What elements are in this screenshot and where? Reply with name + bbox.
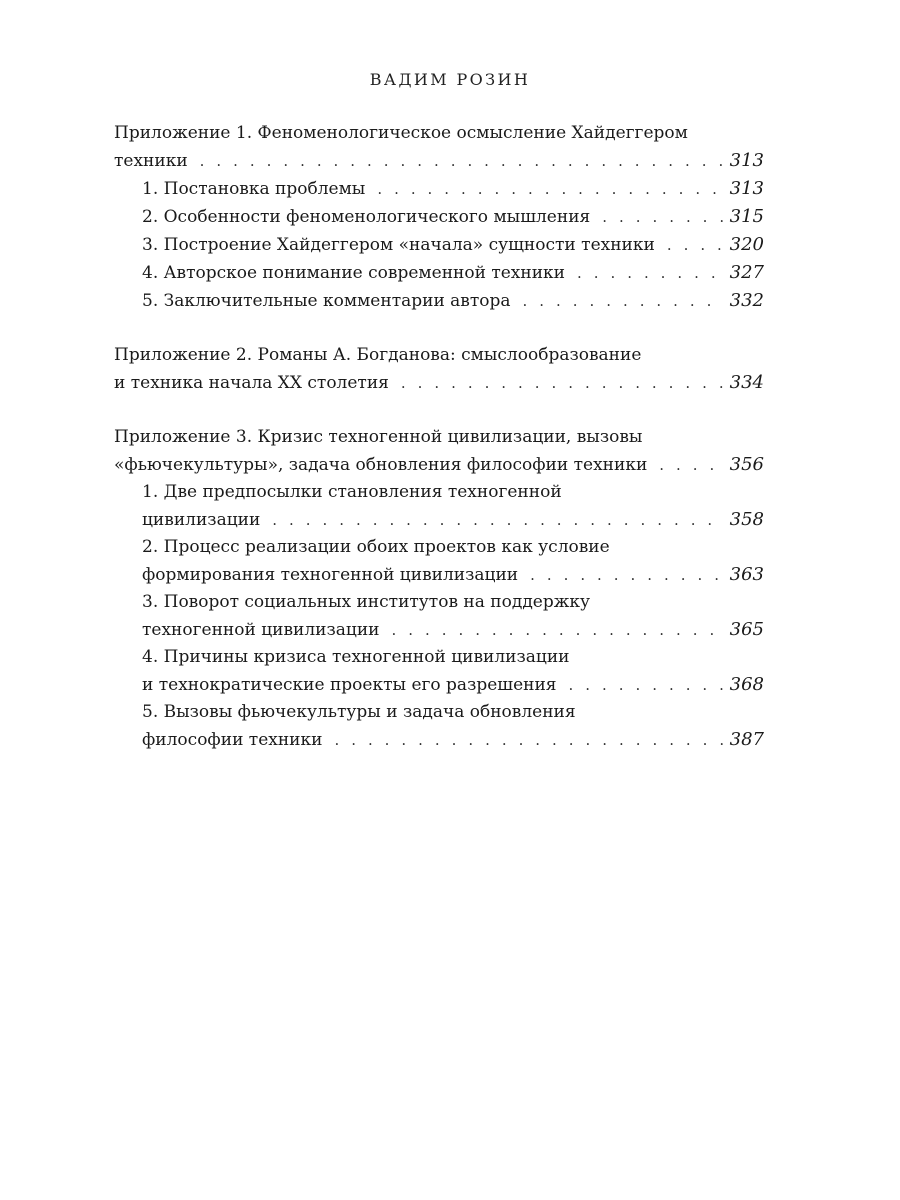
dot-leader xyxy=(523,288,724,315)
table-of-contents xyxy=(114,120,764,754)
dot-leader xyxy=(530,562,724,589)
toc-subentry-title: 3. Поворот социальных институтов на поддержку xyxy=(142,592,590,612)
toc-entry[interactable]: и технократические проекты его разрешения . . . 368 xyxy=(114,671,764,699)
toc-entry[interactable]: техники . . . 313 xyxy=(114,147,764,175)
toc-entry[interactable]: «фьючекультуры», задача обновления философии техники . . . 356 xyxy=(114,451,764,479)
page-number: 358 xyxy=(729,509,764,530)
toc-subentry-title: 1. Две предпосылки становления техногенной xyxy=(142,482,562,502)
toc-entry[interactable]: 3. Построение Хайдеггером «начала» сущности техники . . . 320 xyxy=(114,231,764,259)
page-number: 363 xyxy=(729,564,764,585)
toc-entry[interactable]: 5. Заключительные комментарии автора . . . 332 xyxy=(114,287,764,315)
dot-leader xyxy=(401,370,724,397)
page-number: 313 xyxy=(729,178,764,199)
toc-entry[interactable]: философии техники . . . 387 xyxy=(114,726,764,754)
running-head: ВАДИМ РОЗИН xyxy=(369,70,531,89)
page-number: 315 xyxy=(729,206,764,227)
page-number: 332 xyxy=(729,290,764,311)
page-number: 368 xyxy=(729,674,764,695)
page-number: 356 xyxy=(729,454,764,475)
dot-leader xyxy=(659,452,723,479)
toc-subentry-title: 4. Причины кризиса техногенной цивилизации xyxy=(142,647,570,667)
page-number: 313 xyxy=(729,150,764,171)
toc-entry[interactable]: и техника начала XX столетия . . . 334 xyxy=(114,369,764,397)
dot-leader xyxy=(577,260,724,287)
dot-leader xyxy=(667,232,724,259)
toc-entry[interactable]: 1. Постановка проблемы . . . 313 xyxy=(114,175,764,203)
section-gap xyxy=(114,315,764,342)
dot-leader xyxy=(569,672,724,699)
toc-subentry-title: 5. Вызовы фьючекультуры и задача обновления xyxy=(142,702,576,722)
toc-entry[interactable]: 2. Особенности феноменологического мышления . . . 315 xyxy=(114,203,764,231)
toc-entry[interactable]: техногенной цивилизации . . . 365 xyxy=(114,616,764,644)
page-number: 320 xyxy=(729,234,764,255)
page-number: 365 xyxy=(729,619,764,640)
dot-leader xyxy=(200,148,724,175)
dot-leader xyxy=(272,507,723,534)
toc-appendix-2-title: Приложение 2. Романы А. Богданова: смыслообразование xyxy=(114,345,642,365)
page-number: 327 xyxy=(729,262,764,283)
toc-entry[interactable]: формирования техногенной цивилизации . . . 363 xyxy=(114,561,764,589)
toc-entry[interactable]: 4. Авторское понимание современной техники . . . 327 xyxy=(114,259,764,287)
dot-leader xyxy=(377,176,723,203)
dot-leader xyxy=(334,727,723,754)
toc-appendix-1-title: Приложение 1. Феноменологическое осмысление Хайдеггером xyxy=(114,123,688,143)
page-number: 334 xyxy=(729,372,764,393)
page-number: 387 xyxy=(729,729,764,750)
toc-entry[interactable]: цивилизации . . . 358 xyxy=(114,506,764,534)
toc-subentry-title: 2. Процесс реализации обоих проектов как условие xyxy=(142,537,610,557)
section-gap xyxy=(114,397,764,424)
dot-leader xyxy=(602,204,723,231)
dot-leader xyxy=(392,617,724,644)
toc-appendix-3-title: Приложение 3. Кризис техногенной цивилизации, вызовы xyxy=(114,427,643,447)
